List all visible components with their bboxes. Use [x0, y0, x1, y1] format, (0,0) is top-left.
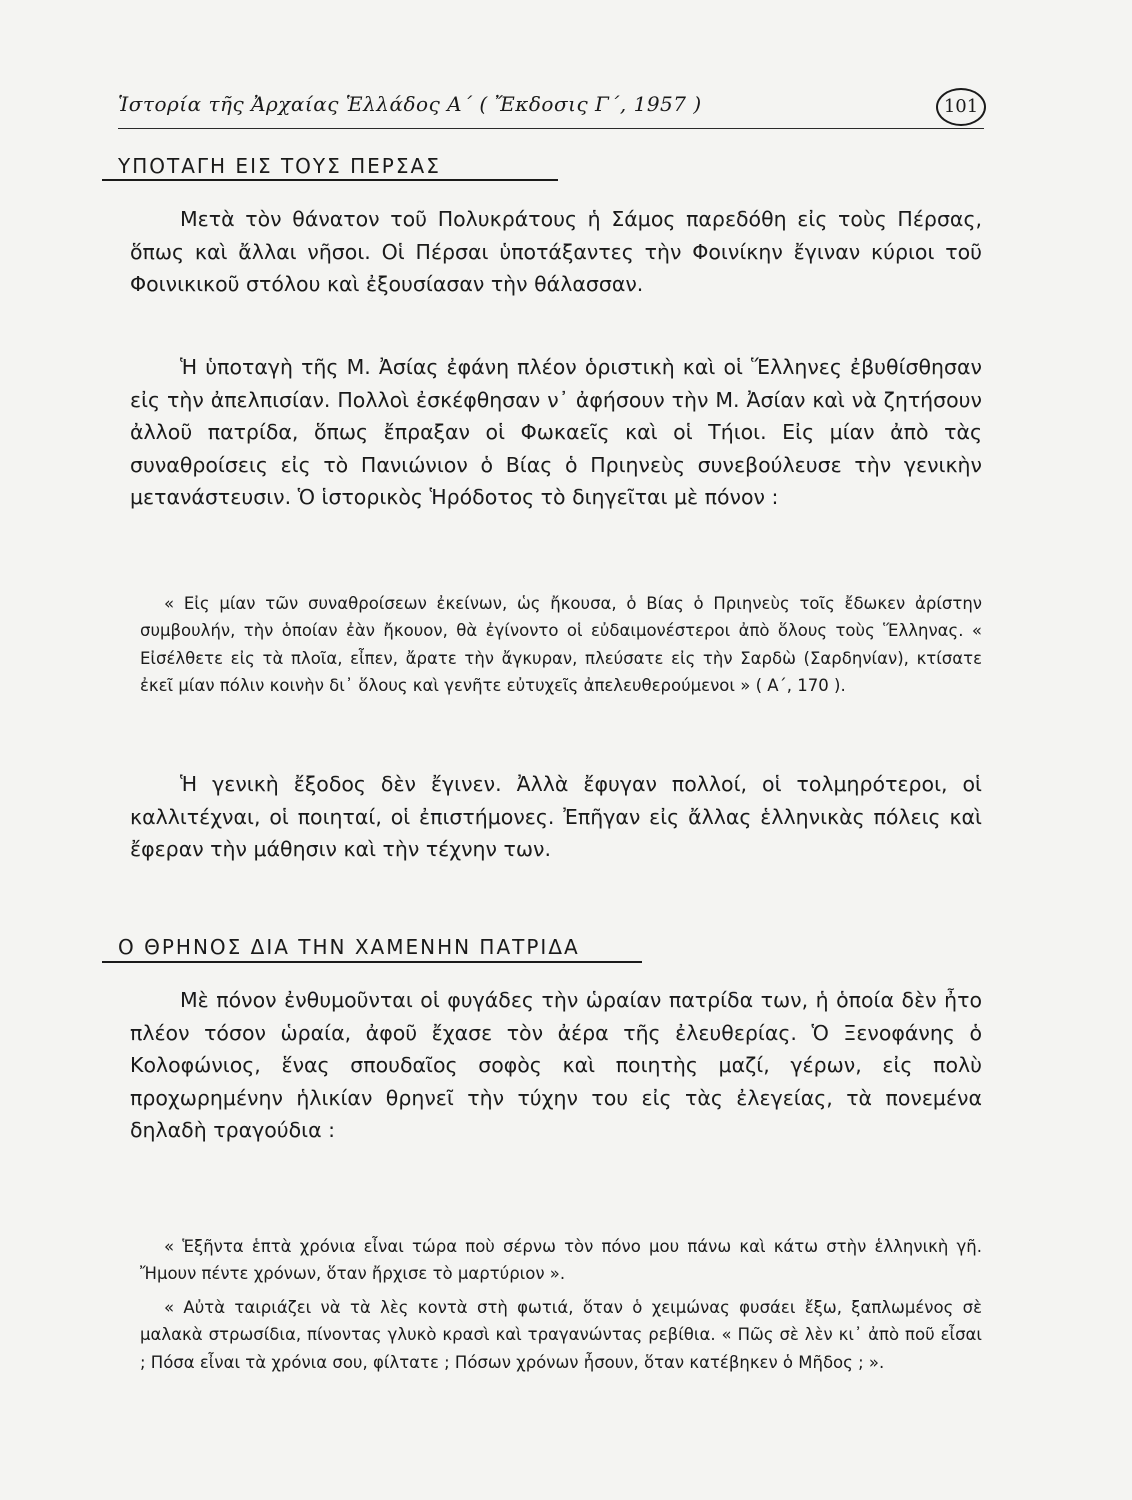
quote-elegy-1: « Ἑξῆντα ἑπτὰ χρόνια εἶναι τώρα ποὺ σέρνω τὸν πόνο μου πάνω καὶ κάτω στὴν ἑλληνικὴ γῆ. Ἤμουν πέντε χρόνων, ὅταν ἤρχισε τὸ μαρτύριον ».	[140, 1237, 982, 1284]
section-heading-subjugation: ΥΠΟΤΑΓΗ ΕΙΣ ΤΟΥΣ ΠΕΡΣΑΣ	[118, 154, 441, 178]
heading-underline-1	[102, 179, 558, 181]
running-head: Ἱστορία τῆς Ἀρχαίας Ἑλλάδος Α´ ( Ἔκδοσις Γ´, 1957 )	[118, 92, 702, 116]
page-number: 101	[936, 88, 986, 126]
paragraph-asia-minor: Ἡ ὑποταγὴ τῆς Μ. Ἀσίας ἐφάνη πλέον ὁριστικὴ καὶ οἱ Ἕλληνες ἐβυθίσθησαν εἰς τὴν ἀπελπισίαν. Πολλοὶ ἐσκέφθησαν ν᾽ ἀφήσουν τὴν Μ. Ἀσίαν καὶ νὰ ζητήσουν ἀλλοῦ πατρίδα, ὅπως ἔπραξαν οἱ Φωκαεῖς καὶ οἱ Τήιοι. Εἰς μίαν ἀπὸ τὰς συναθροίσεις εἰς τὸ Πανιώνιον ὁ Βίας ὁ Πριηνεὺς συνεβούλευσε τὴν γενικὴν μετανάστευσιν. Ὁ ἱστορικὸς Ἡρόδοτος τὸ διηγεῖται μὲ πόνον :	[130, 355, 982, 510]
paragraph-xenophanes: Μὲ πόνον ἐνθυμοῦνται οἱ φυγάδες τὴν ὡραίαν πατρίδα των, ἡ ὁποία δὲν ἦτο πλέον τόσον ὡραία, ἀφοῦ ἔχασε τὸν ἀέρα τῆς ἐλευθερίας. Ὁ Ξενοφάνης ὁ Κολοφώνιος, ἕνας σπουδαῖος σοφὸς καὶ ποιητὴς μαζί, γέρων, εἰς πολὺ προχωρημένην ἡλικίαν θρηνεῖ τὴν τύχην του εἰς τὰς ἐλεγείας, τὰ πονεμένα δηλαδὴ τραγούδια :	[130, 988, 982, 1143]
quote-herodotus: « Εἰς μίαν τῶν συναθροίσεων ἐκείνων, ὡς ἤκουσα, ὁ Βίας ὁ Πριηνεὺς τοῖς ἔδωκεν ἀρίστην συμβουλήν, τὴν ὁποίαν ἐὰν ἤκουον, θὰ ἐγίνοντο οἱ εὐδαιμονέστεροι ἀπὸ ὅλους τοὺς Ἕλληνας. « Εἰσέλθετε εἰς τὰ πλοῖα, εἶπεν, ἄρατε τὴν ἄγκυραν, πλεύσατε εἰς τὴν Σαρδὼ (Σαρδηνίαν), κτίσατε ἐκεῖ μίαν πόλιν κοινὴν δι᾽ ὅλους καὶ γενῆτε εὐτυχεῖς ἀπελευθερούμενοι » ( Α´, 170 ).	[140, 594, 982, 696]
paragraph-samos: Μετὰ τὸν θάνατον τοῦ Πολυκράτους ἡ Σάμος παρεδόθη εἰς τοὺς Πέρσας, ὅπως καὶ ἄλλαι νῆσοι. Οἱ Πέρσαι ὑποτάξαντες τὴν Φοινίκην ἔγιναν κύριοι τοῦ Φοινικικοῦ στόλου καὶ ἐξουσίασαν τὴν θάλασσαν.	[130, 207, 982, 297]
quote-elegy-2: « Αὐτὰ ταιριάζει νὰ τὰ λὲς κοντὰ στὴ φωτιά, ὅταν ὁ χειμώνας φυσάει ἔξω, ξαπλωμένος σὲ μαλακὰ στρωσίδια, πίνοντας γλυκὸ κρασὶ καὶ τραγανώντας ρεβίθια. « Πῶς σὲ λὲν κι᾽ ἀπὸ ποῦ εἶσαι ; Πόσα εἶναι τὰ χρόνια σου, φίλτατε ; Πόσων χρόνων ἦσουν, ὅταν κατέβηκεν ὁ Μῆδος ; ».	[140, 1298, 982, 1372]
heading-underline-2	[102, 961, 642, 963]
paragraph-exodus: Ἡ γενικὴ ἔξοδος δὲν ἔγινεν. Ἀλλὰ ἔφυγαν πολλοί, οἱ τολμηρότεροι, οἱ καλλιτέχναι, οἱ ποιηταί, οἱ ἐπιστήμονες. Ἐπῆγαν εἰς ἄλλας ἑλληνικὰς πόλεις καὶ ἔφεραν τὴν μάθησιν καὶ τὴν τέχνην των.	[130, 772, 982, 862]
section-heading-lament: Ο ΘΡΗΝΟΣ ΔΙΑ ΤΗΝ ΧΑΜΕΝΗΝ ΠΑΤΡΙΔΑ	[118, 935, 580, 959]
page-header	[118, 88, 988, 128]
header-rule	[118, 128, 984, 129]
